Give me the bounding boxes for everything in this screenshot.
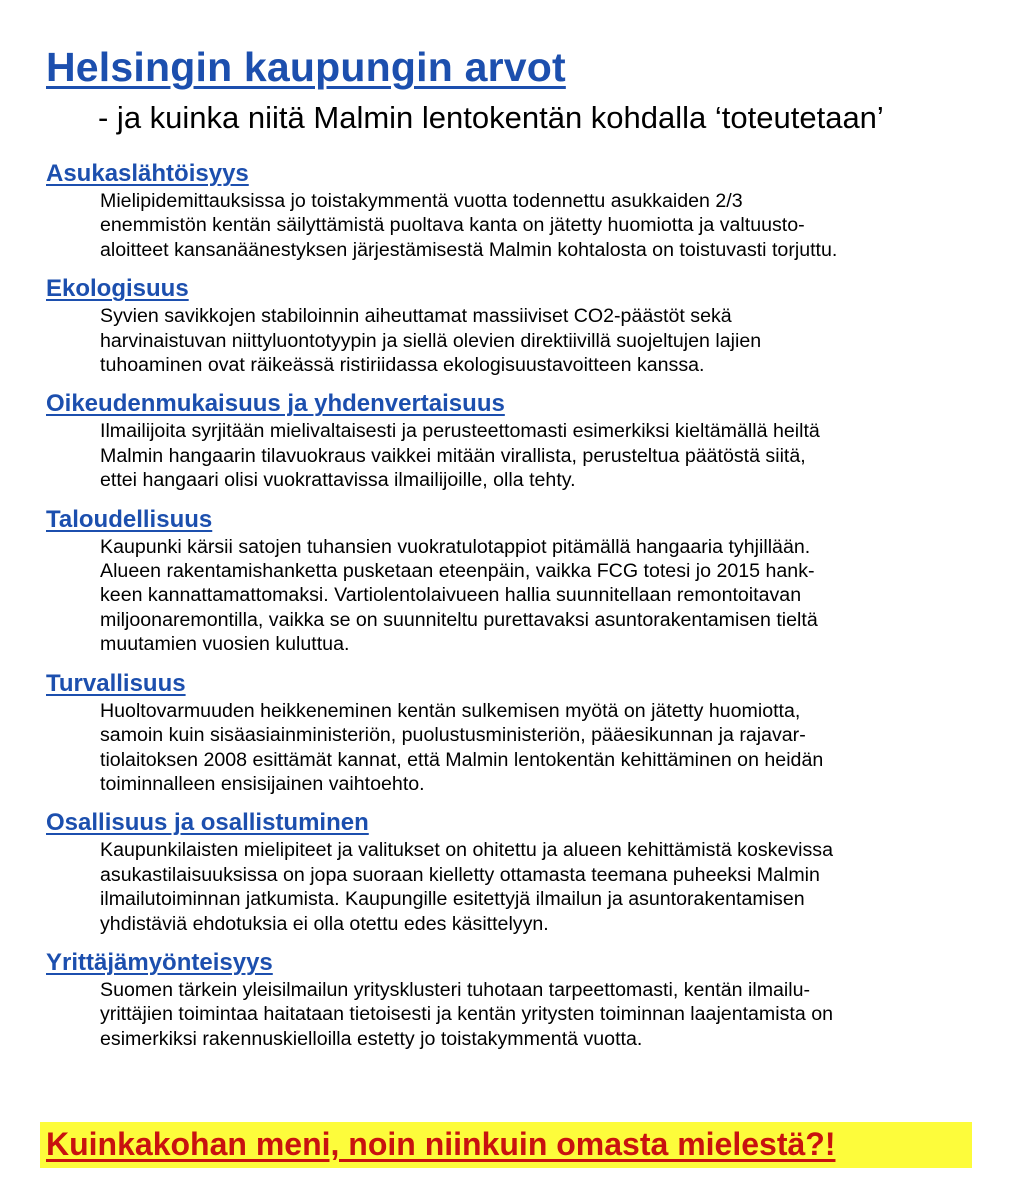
section-taloudellisuus: [46, 505, 1006, 657]
section-yrittajamyonteisyys: [46, 948, 1006, 1051]
subtitle: - ja kuinka niitä Malmin lentokentän kohdalla ‘toteutetaan’: [98, 100, 884, 135]
section-body: Huoltovarmuuden heikkeneminen kentän sulkemisen myötä on jätetty huomiotta, samoin kuin sisäasiainministeriön, puolustusministeriön, pääesikunnan ja rajavar- tiolaitoksen 2008 esittämät kannat, että Malmin lentokentän kehittäminen on heidän toiminnalleen ensisijainen vaihtoehto.: [100, 699, 824, 795]
section-heading: Oikeudenmukaisuus ja yhdenvertaisuus: [46, 390, 505, 418]
section-body: Mielipidemittauksissa jo toistakymmentä vuotta todennettu asukkaiden 2/3 enemmistön kentän säilyttämistä puoltava kanta on jätetty huomiotta ja valtuusto- aloitteet kansanäänestyksen järjestämisestä Malmin kohtalosta on toistuvasti torjuttu.: [100, 190, 838, 261]
section-heading: Turvallisuus: [46, 669, 186, 697]
section-heading: Osallisuus ja osallistuminen: [46, 809, 369, 837]
section-heading: Asukaslähtöisyys: [46, 160, 249, 187]
section-oikeudenmukaisuus: [46, 389, 1006, 492]
section-body: Kaupunkilaisten mielipiteet ja valitukset on ohitettu ja alueen kehittämistä koskevissa asukastilaisuuksissa on jopa suoraan kielletty ottamasta teemana puheeksi Malmin ilmailutoiminnan jatkumista. Kaupungille esitettyjä ilmailun ja asuntorakentamisen yhdistäviä ehdotuksia ei olla otettu edes käsittelyyn.: [100, 839, 833, 935]
section-heading: Taloudellisuus: [46, 505, 213, 533]
section-heading: Yrittäjämyönteisyys: [46, 948, 273, 976]
values-list: [46, 159, 1006, 1063]
section-osallisuus: [46, 808, 1006, 936]
section-body: Ilmailijoita syrjitään mielivaltaisesti ja perusteettomasti esimerkiksi kieltämällä heiltä Malmin hangaarin tilavuokraus vaikkei mitään virallista, perusteltua päätöstä siitä, ettei hangaari olisi vuokrattavissa ilmailijoille, olla tehty.: [100, 420, 820, 492]
main-title: Helsingin kaupungin arvot: [46, 44, 566, 90]
section-body: Kaupunki kärsii satojen tuhansien vuokratulotappiot pitämällä hangaaria tyhjillään. Alueen rakentamishanketta pusketaan eteenpäin, vaikka FCG totesi jo 2015 hank- keen kannattamattomaksi. Vartiolentolaivueen hallia suunnitellaan remontoitavan miljoonaremontilla, vaikka se on suunniteltu purettavaksi asuntorakentamisen tieltä muutamien vuosien kuluttua.: [100, 535, 818, 656]
section-turvallisuus: [46, 669, 1006, 797]
section-ekologisuus: [46, 274, 1006, 377]
section-heading: Ekologisuus: [46, 275, 189, 303]
section-body: Suomen tärkein yleisilmailun yritysklusteri tuhotaan tarpeettomasti, kentän ilmailu- yrittäjien toimintaa haitataan tietoisesti ja kentän yritysten toiminnan laajentamista on esimerkiksi rakennuskielloilla estetty jo toistakymmentä vuotta.: [100, 978, 833, 1050]
section-body: Syvien savikkojen stabiloinnin aiheuttamat massiiviset CO2-päästöt sekä harvinaistuvan niittyluontotyypin ja siellä olevien direktiivillä suojeltujen lajien tuhoaminen ovat räikeässä ristiriidassa ekologisuustavoitteen kanssa.: [100, 305, 762, 377]
section-asukaslahtoisyys: [46, 159, 1006, 262]
footer-question: Kuinkakohan meni, noin niinkuin omasta mielestä?!: [46, 1126, 836, 1162]
